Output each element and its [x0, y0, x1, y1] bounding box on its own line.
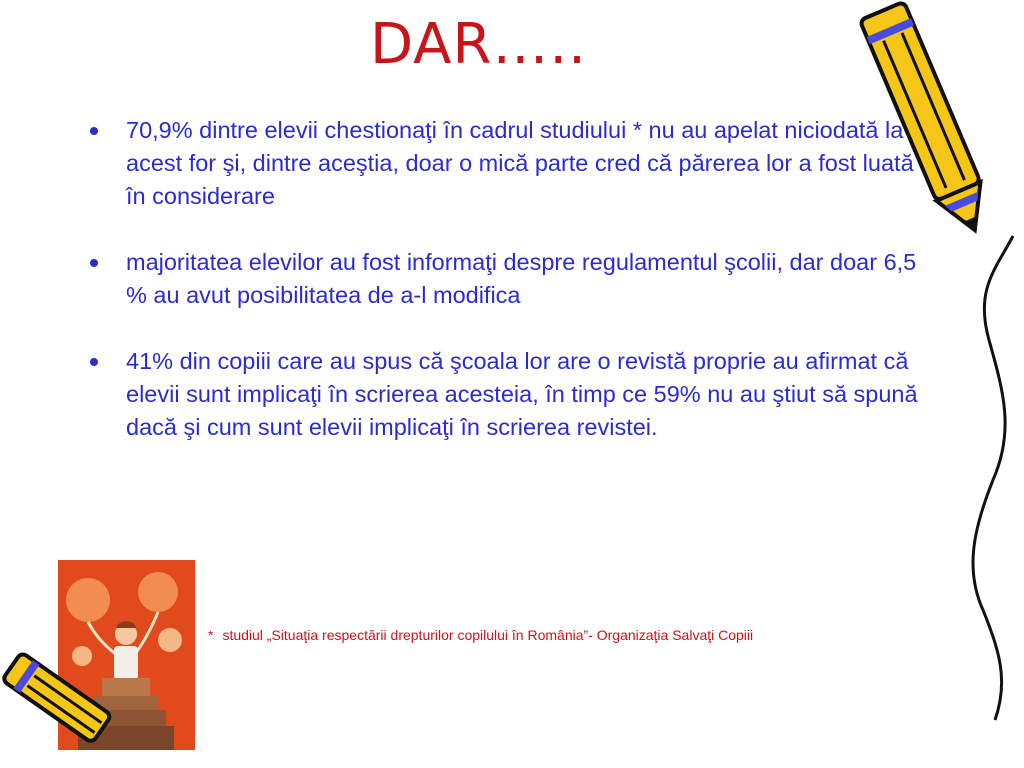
- bullet-text: 70,9% dintre elevii chestionaţi în cadrul studiului * nu au apelat niciodată la acest for şi, dintre aceştia, doar o mică parte cred că părerea lor a fost luată în considerare: [126, 117, 914, 209]
- footnote-text: studiul „Situaţia respectării drepturilor copilului în România”- Organizaţia Salvaţi Copiii: [222, 627, 754, 643]
- bullet-dot-icon: [90, 259, 98, 267]
- bullet-list: [88, 114, 928, 477]
- pencil-icon: [0, 652, 140, 768]
- bullet-text: majoritatea elevilor au fost informaţi despre regulamentul şcolii, dar doar 6,5 % au avut posibilitatea de a-l modifica: [126, 249, 917, 308]
- pencil-icon: [852, 0, 1002, 245]
- bullet-item: [88, 345, 928, 444]
- bullet-text: 41% din copiii care au spus că şcoala lor are o revistă proprie au afirmat că elevii sunt implicaţi în scrierea acesteia, în timp ce 59% nu au ştiut să spună dacă şi cum sunt elevii implicaţi în scrierea revistei.: [126, 348, 918, 440]
- slide-title: DAR…..: [370, 12, 587, 77]
- footnote: [208, 627, 753, 643]
- squiggle-line: [955, 230, 1024, 730]
- footnote-marker: *: [208, 627, 214, 643]
- bullet-item: [88, 246, 928, 312]
- bullet-dot-icon: [90, 127, 98, 135]
- bullet-dot-icon: [90, 358, 98, 366]
- bullet-item: [88, 114, 928, 213]
